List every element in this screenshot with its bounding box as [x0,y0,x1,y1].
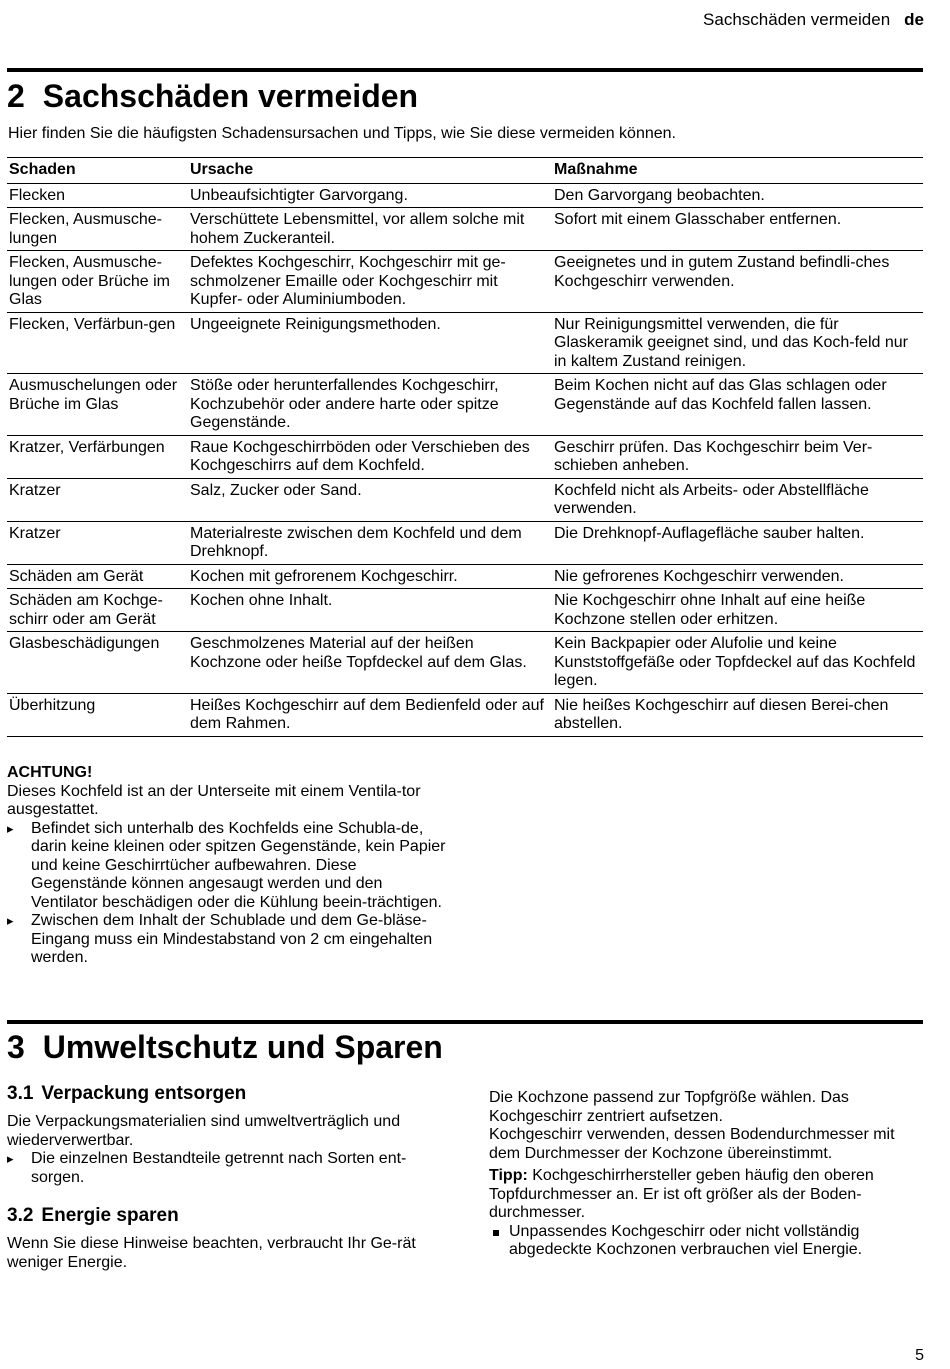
paragraph: Die Kochzone passend zur Topfgröße wählen. Das Kochgeschirr zentriert aufsetzen. [489,1089,849,1125]
table-cell: Flecken, Verfärbun-gen [7,312,188,374]
right-column [489,1089,919,1260]
subsection-title: Energie sparen [41,1205,179,1226]
table-cell: Nie heißes Kochgeschirr auf diesen Berei-chen abstellen. [552,693,923,736]
table-row [7,435,923,478]
table-cell: Salz, Zucker oder Sand. [188,478,552,521]
table-cell: Kein Backpapier oder Alufolie und keine Kunststoffgefäße oder Topfdeckel auf das Kochfeld legen. [552,632,923,694]
paragraph: Wenn Sie diese Hinweise beachten, verbraucht Ihr Ge-rät weniger Energie. [7,1235,416,1271]
table-cell: Kratzer, Verfärbungen [7,435,188,478]
table-cell: Schäden am Gerät [7,564,188,589]
table-cell: Flecken, Ausmusche-lungen [7,208,188,251]
table-cell: Nie gefrorenes Kochgeschirr verwenden. [552,564,923,589]
table-row [7,521,923,564]
section-intro: Hier finden Sie die häufigsten Schadensursachen und Tipps, wie Sie diese vermeiden können. [8,125,676,142]
table-row [7,251,923,313]
table-cell: Kratzer [7,521,188,564]
section-title: Sachschäden vermeiden [42,78,419,114]
section-number: 2 [7,78,25,114]
table-cell: Geschmolzenes Material auf der heißen Kochzone oder heiße Topfdeckel auf dem Glas. [188,632,552,694]
subsection-3-1-heading [7,1083,447,1105]
table-cell: Glasbeschädigungen [7,632,188,694]
table-cell: Unbeaufsichtigter Garvorgang. [188,183,552,208]
table-cell: Stöße oder herunterfallendes Kochgeschirr, Kochzubehör oder andere harte oder spitze Gegenstände. [188,374,552,436]
table-cell: Kratzer [7,478,188,521]
section-rule [7,68,923,72]
left-column [7,1083,447,1272]
section-2-heading [7,78,418,114]
header-section-title: Sachschäden vermeiden [703,10,891,29]
table-cell: Schäden am Kochge-schirr oder am Gerät [7,589,188,632]
table-cell: Heißes Kochgeschirr auf dem Bedienfeld oder auf dem Rahmen. [188,693,552,736]
table-cell: Defektes Kochgeschirr, Kochgeschirr mit ge-schmolzener Emaille oder Kochgeschirr mit Kupfer- oder Aluminiumboden. [188,251,552,313]
table-row [7,312,923,374]
tip-label: Tipp: [489,1167,528,1184]
section-number: 3 [7,1029,25,1065]
table-cell: Kochen mit gefrorenem Kochgeschirr. [188,564,552,589]
section-rule [7,1020,923,1024]
table-row [7,589,923,632]
table-row [7,564,923,589]
column-header: Ursache [188,158,552,184]
table-row [7,374,923,436]
table-cell: Raue Kochgeschirrböden oder Verschieben des Kochgeschirrs auf dem Kochfeld. [188,435,552,478]
table-row [7,183,923,208]
table-header-row [7,158,923,184]
table-row [7,208,923,251]
table-cell: Materialreste zwischen dem Kochfeld und dem Drehknopf. [188,521,552,564]
running-header [703,10,924,30]
table-cell: Überhitzung [7,693,188,736]
tip-text: Kochgeschirrhersteller geben häufig den oberen Topfdurchmesser an. Er ist oft größer als der Boden-durchmesser. [489,1167,874,1221]
damage-table [7,157,923,737]
table-cell: Sofort mit einem Glasschaber entfernen. [552,208,923,251]
table-cell: Kochfeld nicht als Arbeits- oder Abstellfläche verwenden. [552,478,923,521]
list-item: Unpassendes Kochgeschirr oder nicht vollständig abgedeckte Kochzonen verbrauchen viel Energie. [489,1223,919,1260]
table-cell: Ungeeignete Reinigungsmethoden. [188,312,552,374]
table-cell: Nur Reinigungsmittel verwenden, die für Glaskeramik geeignet sind, und das Koch-feld nur in kaltem Zustand reinigen. [552,312,923,374]
warning-box [7,764,447,968]
table-cell: Flecken [7,183,188,208]
table-cell: Den Garvorgang beobachten. [552,183,923,208]
warning-list [7,820,447,968]
table-row [7,632,923,694]
column-header: Schaden [7,158,188,184]
table-cell: Flecken, Ausmusche-lungen oder Brüche im Glas [7,251,188,313]
section-3-heading [7,1029,443,1065]
header-language: de [904,10,924,29]
subsection-title: Verpackung entsorgen [41,1083,247,1104]
warning-text: Dieses Kochfeld ist an der Unterseite mit einem Ventila-tor ausgestattet. [7,782,421,818]
warning-title: ACHTUNG! [7,764,93,781]
subsection-3-2-heading [7,1205,447,1227]
instruction-list [7,1150,447,1187]
paragraph: Die Verpackungsmaterialien sind umweltverträglich und wiederverwertbar. [7,1113,401,1149]
bullet-list [489,1223,919,1260]
paragraph: Kochgeschirr verwenden, dessen Bodendurchmesser mit dem Durchmesser der Kochzone übereinstimmt. [489,1126,895,1162]
table-cell: Beim Kochen nicht auf das Glas schlagen oder Gegenstände auf das Kochfeld fallen lassen. [552,374,923,436]
table-cell: Verschüttete Lebensmittel, vor allem solche mit hohem Zuckeranteil. [188,208,552,251]
table-cell: Geschirr prüfen. Das Kochgeschirr beim Ver-schieben anheben. [552,435,923,478]
table-row [7,693,923,736]
table-cell: Nie Kochgeschirr ohne Inhalt auf eine heiße Kochzone stellen oder erhitzen. [552,589,923,632]
table-cell: Geeignetes und in gutem Zustand befindli-ches Kochgeschirr verwenden. [552,251,923,313]
table-cell: Ausmuschelungen oder Brüche im Glas [7,374,188,436]
page-number: 5 [915,1347,924,1364]
list-item: ▸ Die einzelnen Bestandteile getrennt nach Sorten ent-sorgen. [7,1150,447,1187]
subsection-number: 3.1 [7,1083,34,1104]
section-title: Umweltschutz und Sparen [42,1029,443,1065]
list-item: ▸ Zwischen dem Inhalt der Schublade und dem Ge-bläse-Eingang muss ein Mindestabstand von 2 cm eingehalten werden. [7,912,447,968]
list-item: ▸ Befindet sich unterhalb des Kochfelds eine Schubla-de, darin keine kleinen oder spitzen Gegenstände, kein Papier und keine Geschirrtücher aufbewahren. Diese Gegenstände können angesaugt werden und den Ventilator beschädigen oder die Kühlung beein-trächtigen. [7,820,447,913]
table-row [7,478,923,521]
tip-paragraph [489,1167,919,1223]
column-header: Maßnahme [552,158,923,184]
subsection-number: 3.2 [7,1205,34,1226]
table-cell: Die Drehknopf-Auflagefläche sauber halten. [552,521,923,564]
table-cell: Kochen ohne Inhalt. [188,589,552,632]
